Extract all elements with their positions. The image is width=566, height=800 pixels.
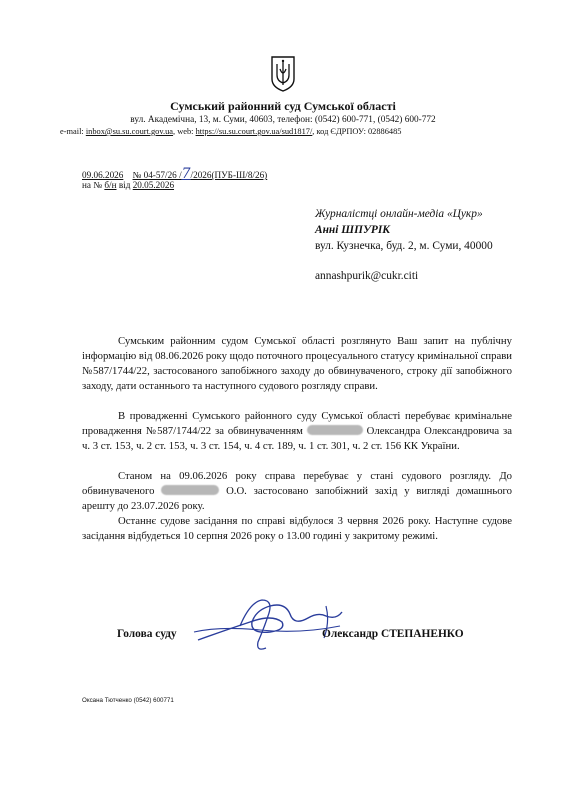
paragraph-proceedings xyxy=(82,409,512,454)
court-address: вул. Академічна, 13, м. Суми, 40603, телефон: (0542) 600-771, (0542) 600-772 xyxy=(130,115,436,125)
reference-number-prefix: № 04-57/26 / xyxy=(132,170,182,180)
reply-date: 20.05.2026 xyxy=(132,180,175,190)
reference-number-suffix: /2026(ПУБ-Ш/8/26) xyxy=(190,170,268,180)
signatory-name: Олександр СТЕПАНЕНКО xyxy=(322,628,464,640)
status-text: Станом на 09.06.2026 року справа перебуває у стані судового розгляду. До обвинуваченого xyxy=(82,470,512,497)
web-label: web: xyxy=(177,127,194,136)
reference-date: 09.06.2026 xyxy=(82,170,124,180)
proceedings-charges: Олександра Олександровича за ч. 3 ст. 153, ч. 2 ст. 153, ч. 3 ст. 154, ч. 4 ст. 189, ч. 1 ст. 301, ч. 2 ст. 156 КК України. xyxy=(82,425,513,452)
recipient-address: вул. Кузнечка, буд. 2, м. Суми, 40000 xyxy=(315,240,493,252)
paragraph-status xyxy=(82,469,512,514)
reply-number: б/н xyxy=(104,180,117,190)
incoming-reference xyxy=(82,180,174,190)
reply-prefix: на № xyxy=(82,180,103,190)
signatory-title: Голова суду xyxy=(117,628,177,640)
reply-mid: від xyxy=(118,180,131,190)
email-label: e-mail: xyxy=(60,127,84,136)
court-name: Сумський районний суд Сумської області xyxy=(170,99,396,113)
signature-image xyxy=(190,592,350,662)
redacted-surname xyxy=(307,425,363,435)
email-link[interactable]: inbox@su.su.court.gov.ua xyxy=(85,127,174,136)
executor-line: Оксана Тютченко (0542) 600771 xyxy=(82,697,174,704)
edrpou-code: код ЄДРПОУ: 02886485 xyxy=(316,127,402,136)
recipient-organization: Журналістці онлайн-медіа «Цукр» xyxy=(315,208,483,220)
trident-emblem-icon xyxy=(269,55,297,93)
proceedings-text: В провадженні Сумського районного суду Сумської області перебуває кримінальне провадження №587/1744/22 за обвинуваченням xyxy=(82,410,512,437)
paragraph-hearings: Останнє судове засідання по справі відбулося 3 червня 2026 року. Наступне судове засідання відбудеться 10 серпня 2026 року о 13.00 годині у закритому режимі. xyxy=(82,515,512,542)
paragraph-request: Сумським районним судом Сумської області розглянуто Ваш запит на публічну інформацію від 08.06.2026 року щодо поточного процесуального статусу кримінальної справи №587/1744/22, застосованого запобіжного заходу до обвинуваченого, строку дії запобіжного заходу, дати останнього та наступного судового розгляду справи. xyxy=(82,335,512,392)
redacted-surname-2 xyxy=(161,485,219,495)
court-contacts: e-mail: inbox@su.su.court.gov.ua, web: https://su.su.court.gov.ua/sud1817/, код ЄДРПОУ: 02886485 xyxy=(60,127,402,136)
handwritten-number: 7 xyxy=(181,166,191,182)
recipient-email: annashpurik@cukr.citi xyxy=(315,270,419,282)
web-link[interactable]: https://su.su.court.gov.ua/sud1817/ xyxy=(195,127,313,136)
recipient-name: Анні ШПУРІК xyxy=(315,224,390,236)
status-measure: О.О. застосовано запобіжний захід у вигляді домашнього арешту до 23.07.2026 року. xyxy=(82,485,513,512)
